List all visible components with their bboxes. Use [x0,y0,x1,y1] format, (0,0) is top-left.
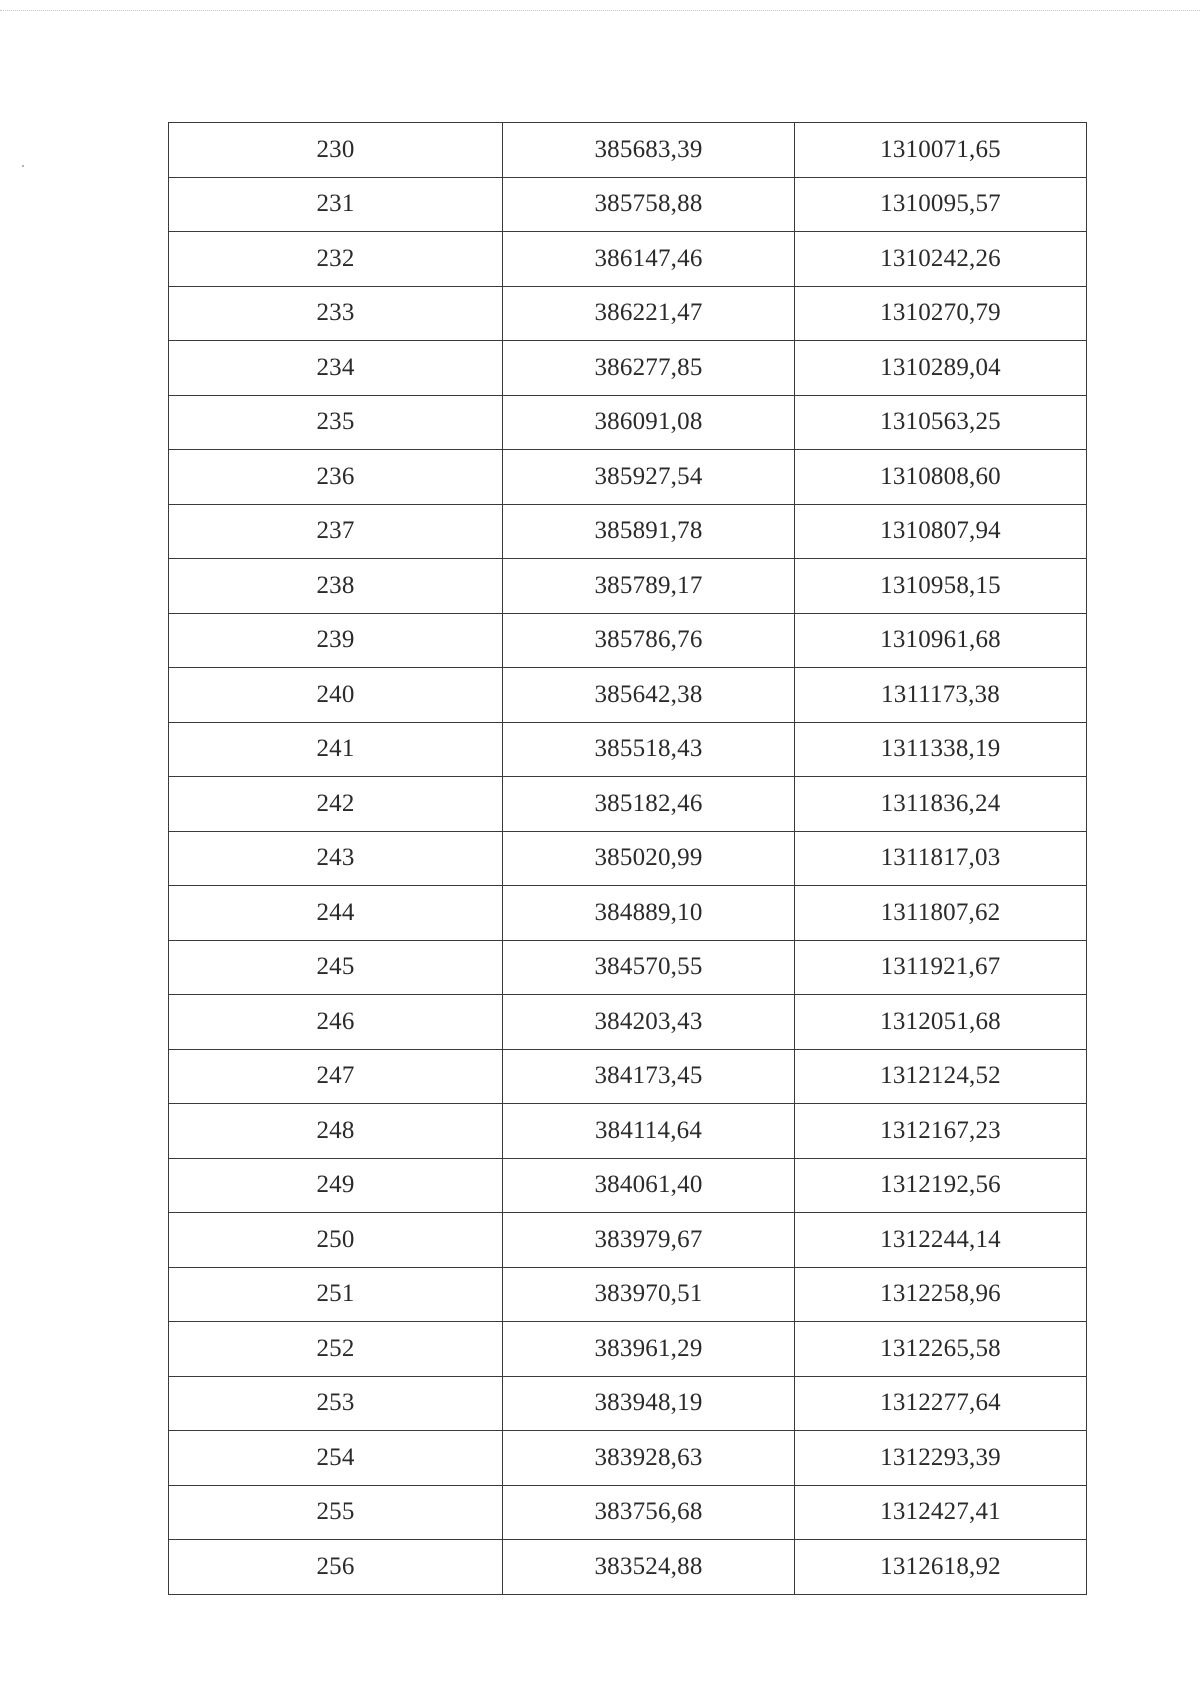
table-row [169,777,1087,832]
point-number-cell: 248 [169,1104,503,1159]
point-number-cell: 230 [169,123,503,178]
y-coordinate-cell: 1312167,23 [795,1104,1087,1159]
point-number-cell: 254 [169,1431,503,1486]
x-coordinate-cell: 385020,99 [503,831,795,886]
x-coordinate-cell: 386221,47 [503,286,795,341]
x-coordinate-cell: 383524,88 [503,1540,795,1595]
y-coordinate-cell: 1310071,65 [795,123,1087,178]
point-number-cell: 240 [169,668,503,723]
y-coordinate-cell: 1311817,03 [795,831,1087,886]
y-coordinate-cell: 1311836,24 [795,777,1087,832]
point-number-cell: 232 [169,232,503,287]
point-number-cell: 243 [169,831,503,886]
x-coordinate-cell: 383756,68 [503,1485,795,1540]
point-number-cell: 234 [169,341,503,396]
table-row [169,1267,1087,1322]
x-coordinate-cell: 385518,43 [503,722,795,777]
point-number-cell: 236 [169,450,503,505]
x-coordinate-cell: 385927,54 [503,450,795,505]
point-number-cell: 249 [169,1158,503,1213]
table-row [169,1213,1087,1268]
y-coordinate-cell: 1310807,94 [795,504,1087,559]
point-number-cell: 252 [169,1322,503,1377]
y-coordinate-cell: 1311807,62 [795,886,1087,941]
y-coordinate-cell: 1310958,15 [795,559,1087,614]
x-coordinate-cell: 383979,67 [503,1213,795,1268]
table-row [169,668,1087,723]
y-coordinate-cell: 1310242,26 [795,232,1087,287]
table-row [169,177,1087,232]
point-number-cell: 239 [169,613,503,668]
y-coordinate-cell: 1312051,68 [795,995,1087,1050]
table-row [169,504,1087,559]
coordinates-table [168,122,1087,1595]
y-coordinate-cell: 1310808,60 [795,450,1087,505]
point-number-cell: 255 [169,1485,503,1540]
point-number-cell: 237 [169,504,503,559]
coordinates-table-body [169,123,1087,1595]
point-number-cell: 242 [169,777,503,832]
scan-speck [22,165,24,167]
y-coordinate-cell: 1312277,64 [795,1376,1087,1431]
x-coordinate-cell: 383961,29 [503,1322,795,1377]
x-coordinate-cell: 383948,19 [503,1376,795,1431]
table-row [169,559,1087,614]
y-coordinate-cell: 1312427,41 [795,1485,1087,1540]
x-coordinate-cell: 385891,78 [503,504,795,559]
table-row [169,1158,1087,1213]
point-number-cell: 247 [169,1049,503,1104]
point-number-cell: 246 [169,995,503,1050]
x-coordinate-cell: 383970,51 [503,1267,795,1322]
table-row [169,450,1087,505]
table-row [169,232,1087,287]
x-coordinate-cell: 383928,63 [503,1431,795,1486]
table-row [169,940,1087,995]
table-row [169,886,1087,941]
x-coordinate-cell: 385182,46 [503,777,795,832]
x-coordinate-cell: 384889,10 [503,886,795,941]
table-row [169,1376,1087,1431]
y-coordinate-cell: 1310270,79 [795,286,1087,341]
y-coordinate-cell: 1312293,39 [795,1431,1087,1486]
x-coordinate-cell: 384114,64 [503,1104,795,1159]
table-row [169,1104,1087,1159]
table-row [169,1431,1087,1486]
table-row [169,123,1087,178]
point-number-cell: 251 [169,1267,503,1322]
table-row [169,1322,1087,1377]
x-coordinate-cell: 385758,88 [503,177,795,232]
table-row [169,286,1087,341]
point-number-cell: 231 [169,177,503,232]
table-row [169,341,1087,396]
table-row [169,1540,1087,1595]
y-coordinate-cell: 1310563,25 [795,395,1087,450]
x-coordinate-cell: 385683,39 [503,123,795,178]
x-coordinate-cell: 385786,76 [503,613,795,668]
point-number-cell: 256 [169,1540,503,1595]
y-coordinate-cell: 1311921,67 [795,940,1087,995]
x-coordinate-cell: 384203,43 [503,995,795,1050]
point-number-cell: 244 [169,886,503,941]
y-coordinate-cell: 1311173,38 [795,668,1087,723]
y-coordinate-cell: 1312192,56 [795,1158,1087,1213]
x-coordinate-cell: 385642,38 [503,668,795,723]
x-coordinate-cell: 385789,17 [503,559,795,614]
point-number-cell: 233 [169,286,503,341]
table-row [169,395,1087,450]
table-row [169,995,1087,1050]
x-coordinate-cell: 386277,85 [503,341,795,396]
x-coordinate-cell: 384061,40 [503,1158,795,1213]
point-number-cell: 250 [169,1213,503,1268]
x-coordinate-cell: 384173,45 [503,1049,795,1104]
y-coordinate-cell: 1310095,57 [795,177,1087,232]
table-row [169,613,1087,668]
table-row [169,722,1087,777]
x-coordinate-cell: 384570,55 [503,940,795,995]
y-coordinate-cell: 1312124,52 [795,1049,1087,1104]
y-coordinate-cell: 1310961,68 [795,613,1087,668]
point-number-cell: 253 [169,1376,503,1431]
y-coordinate-cell: 1312258,96 [795,1267,1087,1322]
y-coordinate-cell: 1312618,92 [795,1540,1087,1595]
point-number-cell: 235 [169,395,503,450]
y-coordinate-cell: 1310289,04 [795,341,1087,396]
table-row [169,1049,1087,1104]
point-number-cell: 238 [169,559,503,614]
table-row [169,1485,1087,1540]
table-row [169,831,1087,886]
y-coordinate-cell: 1312244,14 [795,1213,1087,1268]
y-coordinate-cell: 1312265,58 [795,1322,1087,1377]
scan-edge-line [0,10,1200,11]
x-coordinate-cell: 386091,08 [503,395,795,450]
point-number-cell: 241 [169,722,503,777]
point-number-cell: 245 [169,940,503,995]
x-coordinate-cell: 386147,46 [503,232,795,287]
y-coordinate-cell: 1311338,19 [795,722,1087,777]
